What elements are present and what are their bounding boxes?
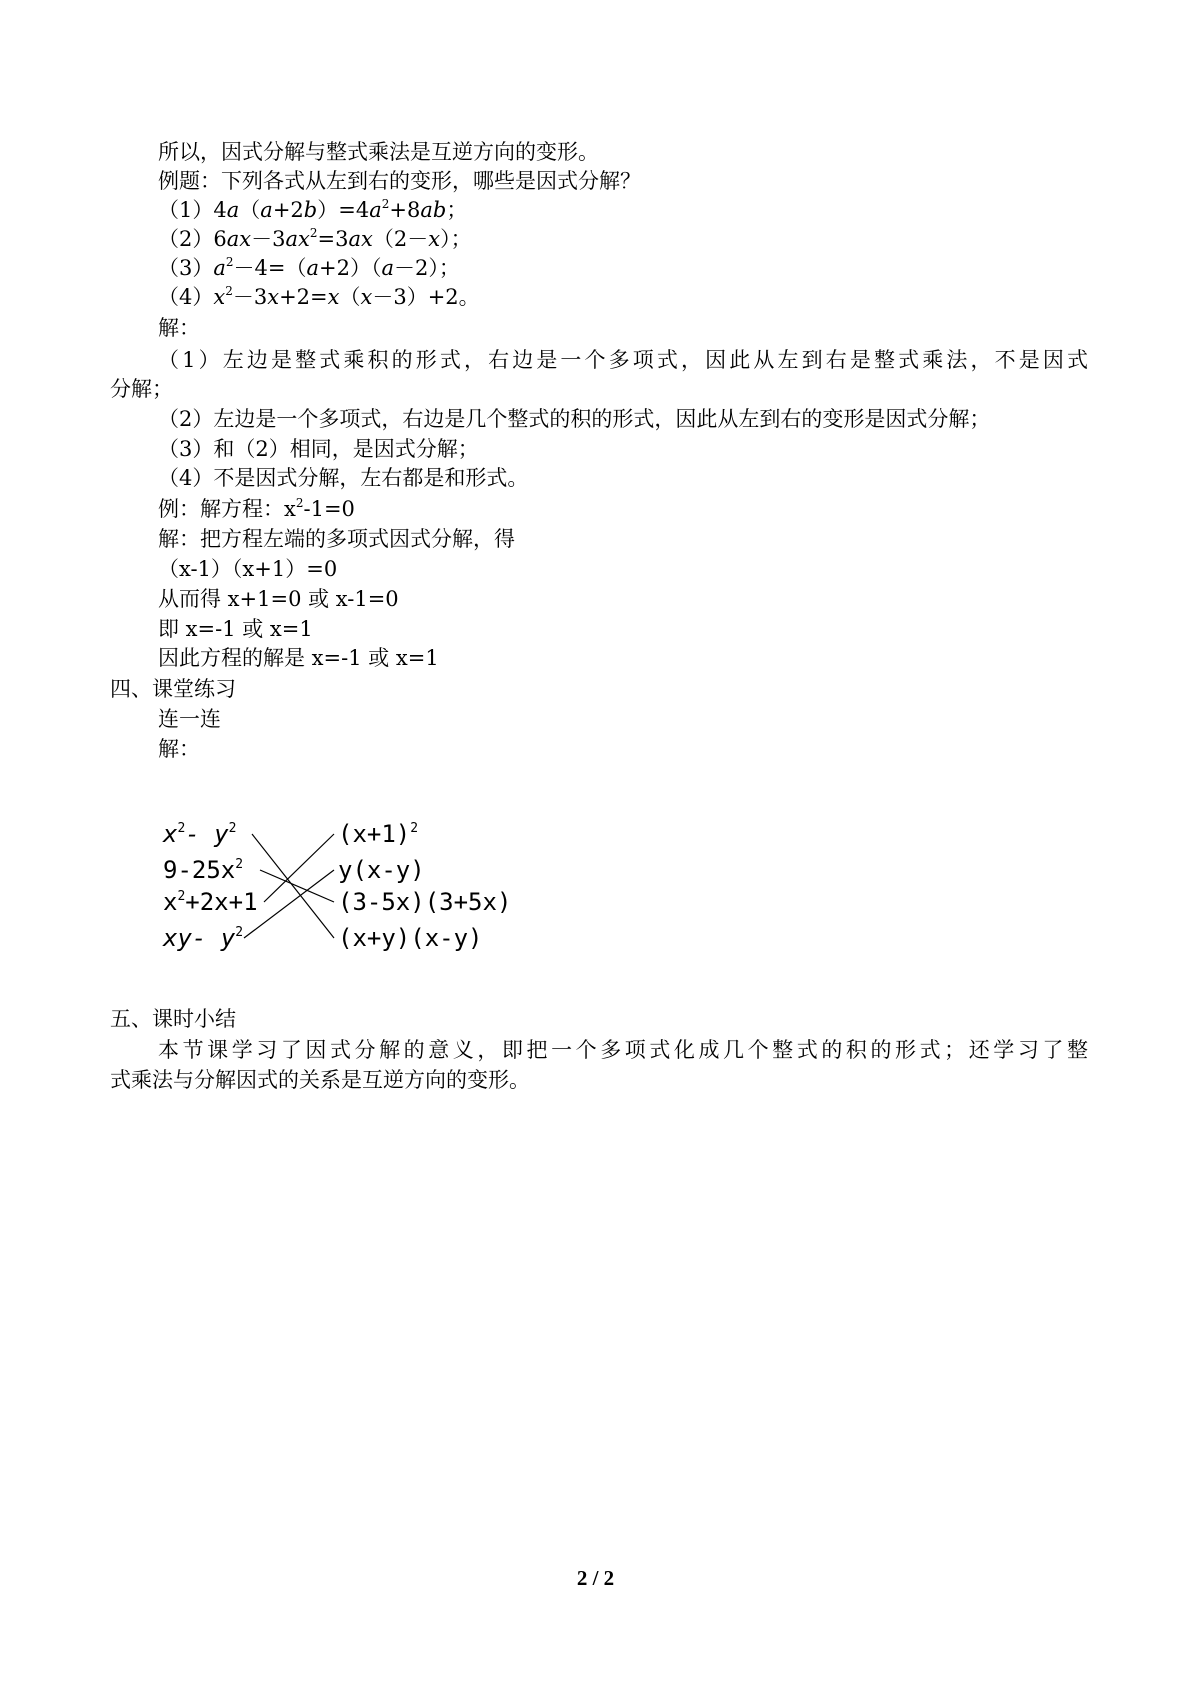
left-expression: $x^2+2x+1$ <box>163 888 258 916</box>
equation-step-2: （x-1）（x+1）=0 <box>158 557 338 581</box>
example-question: 例题：下列各式从左到右的变形，哪些是因式分解？ <box>158 169 641 193</box>
matching-diagram <box>160 820 520 970</box>
left-expression: xy- $y^2$ <box>163 924 244 952</box>
exercise-title: 连一连 <box>158 707 221 731</box>
equation-step-3: 从而得 x+1=0 或 x-1=0 <box>158 587 399 611</box>
equation-example: 例：解方程：$x^2-1=0$ <box>158 496 355 521</box>
match-line <box>260 870 334 902</box>
solution-4: （4）不是因式分解，左右都是和形式。 <box>158 466 529 490</box>
solution-1-cont: 分解； <box>110 377 173 401</box>
right-expression: (x+y)(x-y) <box>338 924 483 952</box>
equation-step-1: 解：把方程左端的多项式因式分解，得 <box>158 527 515 551</box>
match-line <box>264 834 334 902</box>
section-heading-4: 四、课堂练习 <box>110 677 236 701</box>
example-item-1: $(1)4a(a+2b)=4a^2+8ab$； <box>158 197 468 222</box>
solution-2: （2）左边是一个多项式，右边是几个整式的积的形式，因此从左到右的变形是因式分解； <box>158 407 991 431</box>
solution-label: 解： <box>158 316 200 340</box>
text-line: 所以，因式分解与整式乘法是互逆方向的变形。 <box>158 140 599 164</box>
example-item-4: $(4)x^2-3x+2=x(x-3)+2$。 <box>158 284 480 309</box>
summary-text: 本节课学习了因式分解的意义，即把一个多项式化成几个整式的积的形式；还学习了整 <box>158 1038 1088 1062</box>
example-item-3: $(3)a^2-4=(a+2)(a-2)$； <box>158 255 460 280</box>
equation-result: 因此方程的解是 x=-1 或 x=1 <box>158 646 439 670</box>
left-expression: $x^2-$ $y^2$ <box>163 820 237 848</box>
right-expression: (3-5x)(3+5x) <box>338 888 512 916</box>
exercise-answer-label: 解： <box>158 737 200 761</box>
example-item-2: $(2)6ax-3ax^2=3ax(2-x)$； <box>158 226 472 251</box>
equation-step-4: 即 x=-1 或 x=1 <box>158 617 313 641</box>
page-number: 2 / 2 <box>576 1566 615 1590</box>
solution-1: （1）左边是整式乘积的形式，右边是一个多项式，因此从左到右是整式乘法，不是因式 <box>158 348 1088 372</box>
left-expression: $9-25x^2$ <box>163 856 244 884</box>
solution-3: （3）和（2）相同，是因式分解； <box>158 437 479 461</box>
summary-text-cont: 式乘法与分解因式的关系是互逆方向的变形。 <box>110 1068 530 1092</box>
right-expression: y(x-y) <box>338 856 425 884</box>
right-expression: $(x+1)^2$ <box>338 820 419 848</box>
section-heading-5: 五、课时小结 <box>110 1007 236 1031</box>
